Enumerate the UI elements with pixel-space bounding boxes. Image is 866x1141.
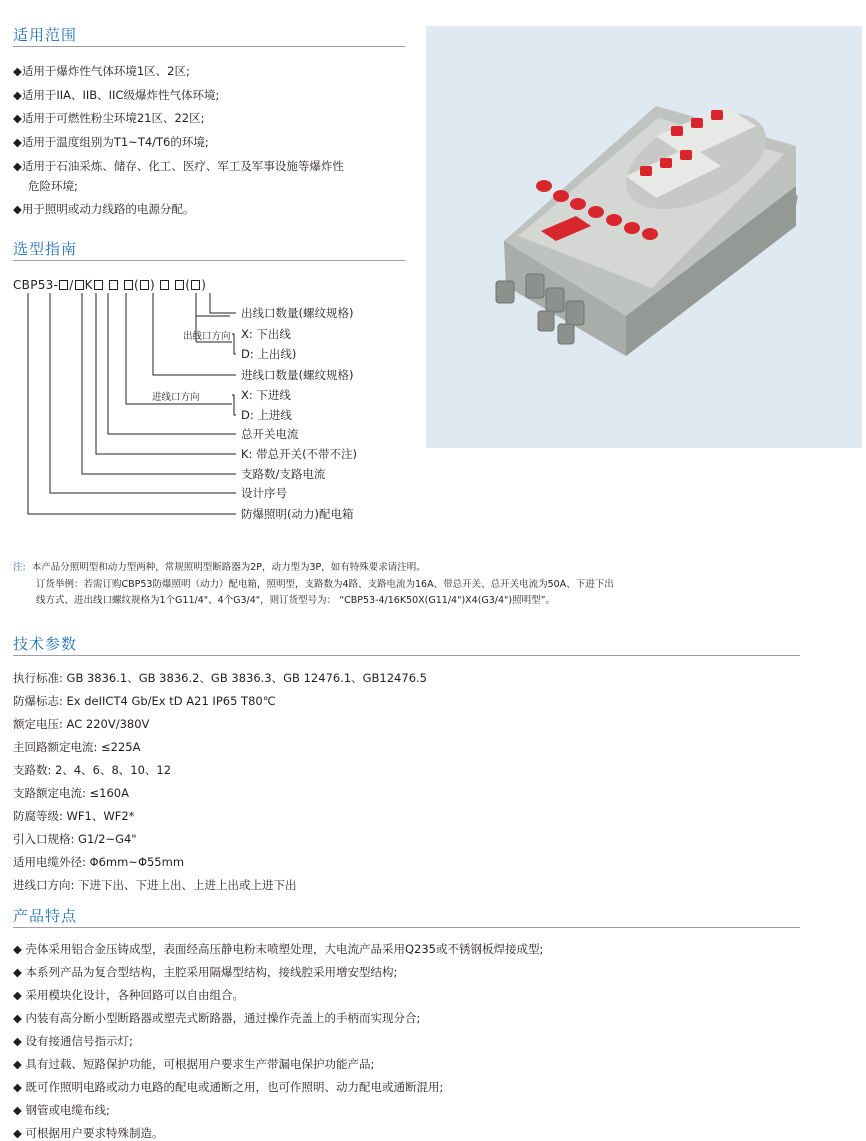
- label-outlet-d: D: 上出线): [241, 347, 297, 361]
- scope-item-cont: 危险环境;: [28, 179, 78, 193]
- label-inlet-d: D: 上进线: [241, 408, 292, 422]
- features-title: 产品特点: [13, 907, 78, 925]
- feature-item: ◆ 壳体采用铝合金压铸成型，表面经高压静电粉末喷塑处理，大电流产品采用Q235或不锈钢板焊接成型;: [13, 942, 544, 956]
- label-product: 防爆照明(动力)配电箱: [241, 507, 354, 521]
- code-box-outlet-spec: [191, 280, 200, 290]
- label-branch: 支路数/支路电流: [241, 467, 326, 481]
- code-box-branch-count: [59, 280, 68, 290]
- label-outlet-x: X: 下出线: [241, 327, 291, 341]
- code-prefix: CBP53-: [13, 278, 59, 292]
- code-box-branch-current: [75, 280, 84, 290]
- code-box-inlet-spec: [140, 280, 149, 290]
- tech-params-list: [13, 667, 427, 897]
- code-box-outlet-dir: [160, 280, 169, 290]
- scope-item: ◆适用于IIA、IIB、IIC级爆炸性气体环境;: [13, 87, 220, 102]
- model-code: [13, 278, 206, 292]
- feature-item: ◆ 内装有高分断小型断路器或塑壳式断路器，通过操作壳盖上的手柄而实现分合;: [13, 1011, 421, 1025]
- code-paren-close-2: ): [201, 278, 207, 292]
- label-k-switch: K: 带总开关(不带不注): [241, 447, 358, 461]
- note-line-1: 本产品分照明型和动力型两种，常规照明型断路器为2P，动力型为3P，如有特殊要求请注明。: [31, 562, 426, 573]
- code-paren-close: ): [150, 278, 155, 292]
- note-block: [13, 560, 614, 610]
- scope-rule: [13, 46, 405, 47]
- param-row: 执行标准: GB 3836.1、GB 3836.2、GB 3836.3、GB 12476.1、GB12476.5: [13, 671, 427, 685]
- param-row: 支路数: 2、4、6、8、10、12: [13, 763, 172, 777]
- feature-item: ◆ 本系列产品为复合型结构，主腔采用隔爆型结构，接线腔采用增安型结构;: [13, 965, 398, 979]
- label-inlet-qty: 进线口数量(螺纹规格): [241, 368, 354, 382]
- tech-rule: [13, 655, 800, 656]
- scope-item: ◆适用于石油采炼、储存、化工、医疗、军工及军事设施等爆炸性: [13, 159, 344, 173]
- selection-rule: [13, 260, 405, 261]
- code-k: K: [84, 278, 93, 292]
- label-outlet-qty: 出线口数量(螺纹规格): [241, 306, 354, 320]
- product-photo: [426, 26, 862, 448]
- tech-title: 技术参数: [13, 635, 78, 653]
- code-slash: /: [69, 278, 74, 292]
- scope-title: 适用范围: [13, 26, 78, 44]
- code-box-inlet-dir: [109, 280, 118, 290]
- label-inlet-x: X: 下进线: [241, 388, 291, 402]
- scope-item: ◆适用于爆炸性气体环境1区、2区;: [13, 64, 190, 78]
- feature-item: ◆ 具有过载、短路保护功能，可根据用户要求生产带漏电保护功能产品;: [13, 1057, 375, 1071]
- param-row: 适用电缆外径: Φ6mm~Φ55mm: [13, 855, 185, 869]
- label-outlet-dir: 出线口方向: [183, 331, 231, 342]
- label-design-no: 设计序号: [241, 486, 287, 500]
- distribution-box-image: [426, 26, 862, 448]
- code-paren-open: (: [134, 278, 139, 292]
- scope-item: ◆适用于可燃性粉尘环境21区、22区;: [13, 111, 205, 125]
- param-row: 额定电压: AC 220V/380V: [13, 717, 150, 731]
- feature-item: ◆ 钢管或电缆布线;: [13, 1103, 110, 1117]
- feature-item: ◆ 设有接通信号指示灯;: [13, 1034, 133, 1048]
- code-paren-open-2: (: [185, 278, 191, 292]
- feature-item: ◆ 既可作照明电路或动力电路的配电或通断之用，也可作照明、动力配电或通断混用;: [13, 1080, 444, 1094]
- param-row: 防爆标志: Ex deIICT4 Gb/Ex tD A21 IP65 T80℃: [13, 694, 276, 708]
- note-line-2: 订货举例：若需订购CBP53防爆照明（动力）配电箱，照明型，支路数为4路、支路电流为16A、带总开关、总开关电流为50A、下进下出: [36, 578, 614, 590]
- param-row: 主回路额定电流: ≤225A: [13, 740, 141, 754]
- selection-title: 选型指南: [13, 240, 78, 258]
- feature-item: ◆ 采用模块化设计，各种回路可以自由组合。: [13, 988, 244, 1002]
- label-inlet-dir: 进线口方向: [152, 392, 200, 403]
- feature-item: ◆ 可根据用户要求特殊制造。: [13, 1126, 164, 1140]
- label-main-current: 总开关电流: [241, 427, 299, 441]
- note-tag: 注:: [13, 562, 26, 573]
- features-list: [13, 938, 543, 1141]
- code-box-inlet-qty: [124, 280, 133, 290]
- param-row: 防腐等级: WF1、WF2*: [13, 809, 135, 823]
- code-box-outlet-qty: [175, 280, 184, 290]
- scope-item: ◆用于照明或动力线路的电源分配。: [13, 202, 195, 216]
- param-row: 进线口方向: 下进下出、下进上出、上进上出或上进下出: [13, 878, 297, 892]
- param-row: 支路额定电流: ≤160A: [13, 786, 129, 800]
- note-line-3: 线方式、进出线口螺纹规格为1个G11/4"、4个G3/4"，则订货型号为： “CBP53-4/16K50X(G11/4")X4(G3/4")照明型”。: [36, 595, 556, 606]
- code-box-main-current: [94, 280, 103, 290]
- features-rule: [13, 927, 800, 928]
- scope-item: ◆适用于温度组别为T1~T4/T6的环境;: [13, 134, 209, 149]
- param-row: 引入口规格: G1/2~G4": [13, 832, 137, 846]
- scope-list: [13, 60, 408, 222]
